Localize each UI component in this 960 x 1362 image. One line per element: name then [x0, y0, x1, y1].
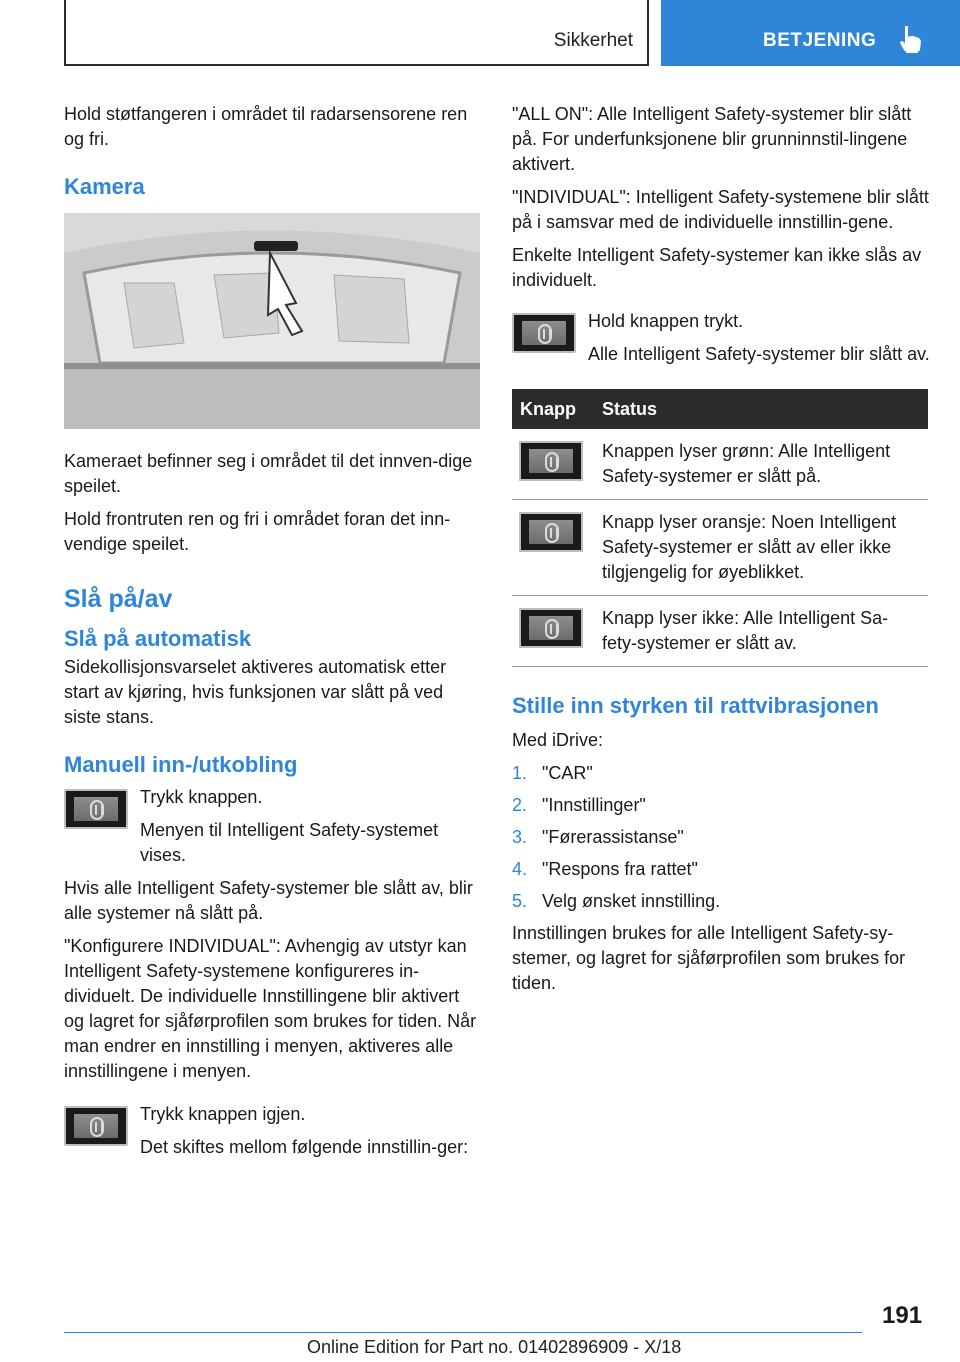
step-number: 1. [512, 763, 528, 783]
onoff-heading: Slå på/av [64, 585, 173, 613]
table-row [512, 500, 928, 596]
table-cell-status: Knapp lyser ikke: Alle Intelligent Sa-fety-systemer er slått av. [594, 596, 928, 667]
list-item [512, 793, 930, 818]
table-row [512, 429, 928, 500]
idrive-text: Med iDrive: [512, 730, 604, 750]
all-off-text: Hvis alle Intelligent Safety-systemer ble slått av, blir alle systemer nå slått på. [64, 878, 473, 923]
step-number: 5. [512, 891, 528, 911]
table-cell-status: Knappen lyser grønn: Alle Intelligent Safety-systemer er slått på. [594, 429, 928, 500]
page-number: 191 [882, 1302, 923, 1329]
vibration-heading: Stille inn styrken til rattvibrasjonen [512, 693, 879, 718]
btn1-line1: Trykk knappen. [140, 787, 263, 807]
footer-edition: Online Edition for Part no. 01402896909 - X/18 [307, 1337, 682, 1357]
step-number: 2. [512, 795, 528, 815]
manual-heading: Manuell inn-/utkobling [64, 752, 298, 777]
step-number: 4. [512, 859, 528, 879]
btn2-line1: Trykk knappen igjen. [140, 1104, 306, 1124]
list-item [512, 761, 930, 786]
car-interior-illustration [64, 213, 480, 429]
safety-button-icon [545, 452, 559, 472]
btn2-line2: Det skiftes mellom følgende innstillin-ger: [140, 1137, 469, 1157]
steps-list [512, 761, 930, 914]
hold-line1: Hold knappen trykt. [588, 311, 744, 331]
safety-button-icon [90, 800, 104, 820]
safety-button-icon [545, 619, 559, 639]
button-orange-icon [519, 512, 583, 552]
hold-line2: Alle Intelligent Safety-systemer blir slått av. [588, 344, 930, 364]
some-cannot-text: Enkelte Intelligent Safety-systemer kan ikke slås av individuelt. [512, 245, 922, 290]
individual-text: "INDIVIDUAL": Intelligent Safety-systemene blir slått på i samsvar med de individuelle innstillin-gene. [512, 187, 929, 232]
button-instruction-2 [64, 1102, 482, 1160]
left-column [64, 102, 482, 1168]
btn1-line2 [140, 818, 482, 868]
chapter-title: BETJENING [763, 30, 877, 51]
safety-button-image [64, 1106, 128, 1146]
camera-photo [64, 213, 480, 429]
header-section-box [64, 0, 649, 66]
final-text: Innstillingen brukes for alle Intelligent Safety-sy-stemer, og lagret for sjåførprofilen som brukes for tiden. [512, 923, 906, 993]
status-table [512, 389, 928, 667]
col-header-button: Knapp [512, 389, 594, 429]
btn1-line2-text: Menyen til Intelligent Safety-systemet vises. [140, 820, 439, 865]
list-item [512, 889, 930, 914]
all-on-text: "ALL ON": Alle Intelligent Safety-systemer blir slått på. For underfunksjonene blir grunninnstil-lingene aktivert. [512, 104, 912, 174]
table-cell-icon [512, 500, 594, 596]
auto-text: Sidekollisjonsvarselet aktiveres automatisk etter start av kjøring, hvis funksjonen var slått på ved siste stans. [64, 657, 447, 727]
table-cell-icon [512, 429, 594, 500]
safety-button-icon [90, 1117, 104, 1137]
table-header-row [512, 389, 928, 429]
table-row [512, 596, 928, 667]
camera-heading: Kamera [64, 174, 145, 199]
intro-text: Hold støtfangeren i området til radarsensorene ren og fri. [64, 104, 468, 149]
camera-text-2: Hold frontruten ren og fri i området foran det inn-vendige speilet. [64, 509, 451, 554]
step-text: "Førerassistanse" [542, 827, 684, 847]
button-off-icon [519, 608, 583, 648]
safety-button-image [64, 789, 128, 829]
button-instruction-hold [512, 309, 930, 367]
chapter-tab [661, 0, 960, 66]
safety-button-icon [545, 523, 559, 543]
config-text: "Konfigurere INDIVIDUAL": Avhengig av utstyr kan Intelligent Safety-systemene konfigureres in-dividuelt. De individuelle Innstillingene blir aktivert og lagret for sjåførprofilen som brukes for tiden. Når man endrer en innstilling i menyen, aktiveres alle innstillingene i menyen. [64, 936, 477, 1081]
table-cell-icon [512, 596, 594, 667]
list-item [512, 825, 930, 850]
table-cell-status: Knapp lyser oransje: Noen Intelligent Safety-systemer er slått av eller ikke tilgjengelig for øyeblikket. [594, 500, 928, 596]
auto-heading: Slå på automatisk [64, 626, 252, 651]
step-text: "Innstillinger" [542, 795, 646, 815]
safety-button-icon [538, 324, 552, 344]
step-number: 3. [512, 827, 528, 847]
col-header-status: Status [594, 389, 928, 429]
section-title: Sikkerhet [553, 30, 633, 51]
button-green-icon [519, 441, 583, 481]
list-item [512, 857, 930, 882]
footer-divider [64, 1332, 862, 1333]
step-text: Velg ønsket innstilling. [542, 891, 721, 911]
step-text: "Respons fra rattet" [542, 859, 698, 879]
step-text: "CAR" [542, 763, 593, 783]
safety-button-image [512, 313, 576, 353]
camera-text-1: Kameraet befinner seg i området til det innven-dige speilet. [64, 451, 473, 496]
right-column [512, 102, 930, 1004]
hand-pointer-icon [897, 24, 923, 54]
button-instruction-1 [64, 785, 482, 868]
